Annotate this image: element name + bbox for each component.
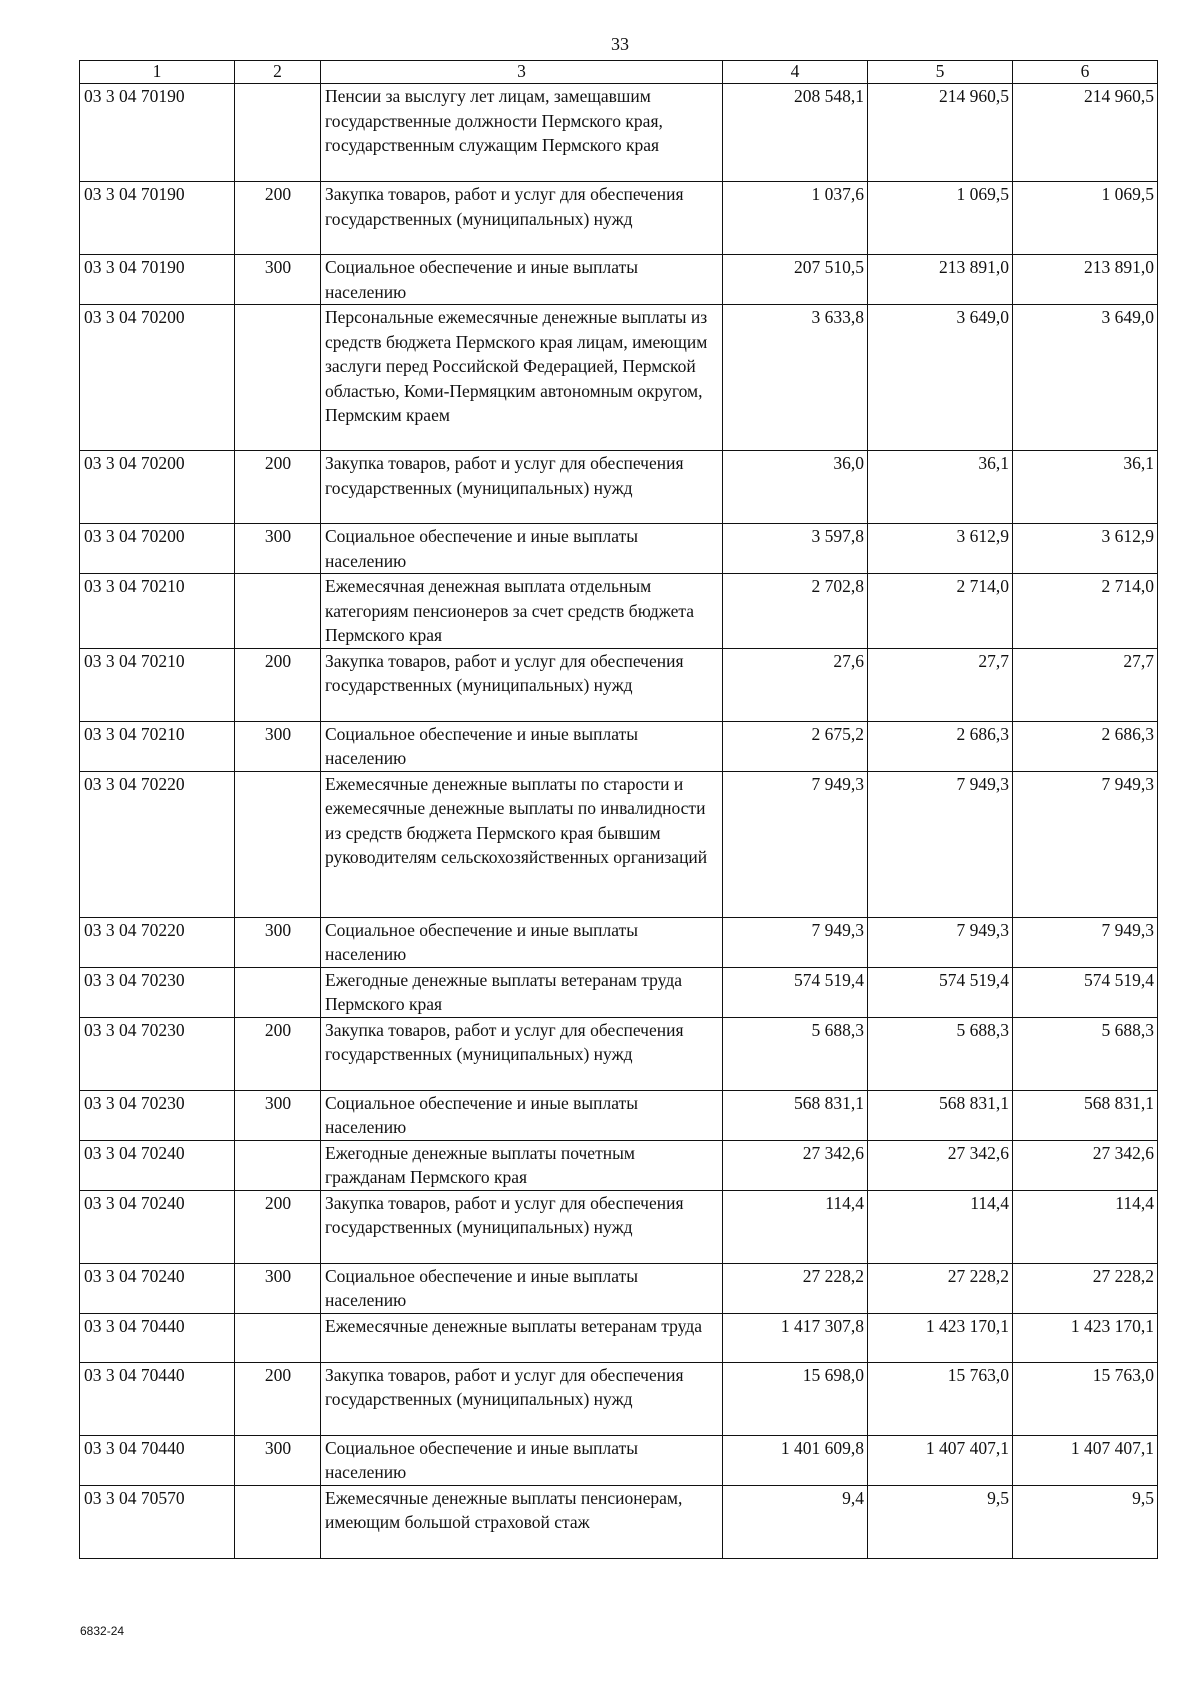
code-cell: 03 3 04 70230 <box>80 1090 235 1140</box>
name-cell: Пенсии за выслугу лет лицам, замещавшим государственные должности Пермского края, государственным служащим Пермского края <box>321 84 723 182</box>
value-col5-cell: 1 407 407,1 <box>868 1435 1013 1485</box>
value-col6-cell: 2 686,3 <box>1013 721 1158 771</box>
value-col4-cell: 574 519,4 <box>723 967 868 1017</box>
value-col5-cell: 7 949,3 <box>868 771 1013 917</box>
code-cell: 03 3 04 70190 <box>80 182 235 255</box>
type-cell <box>235 771 321 917</box>
value-col6-cell: 7 949,3 <box>1013 917 1158 967</box>
type-cell: 300 <box>235 524 321 574</box>
name-cell: Ежемесячные денежные выплаты по старости и ежемесячные денежные выплаты по инвалидности из средств бюджета Пермского края бывшим руководителям сельскохозяйственных организаций <box>321 771 723 917</box>
name-cell: Социальное обеспечение и иные выплаты населению <box>321 1435 723 1485</box>
column-header: 5 <box>868 61 1013 84</box>
name-cell: Персональные ежемесячные денежные выплаты из средств бюджета Пермского края лицам, имеющим заслуги перед Российской Федерацией, Пермской областью, Коми-Пермяцким автономным округом, Пермским краем <box>321 305 723 451</box>
value-col4-cell: 3 597,8 <box>723 524 868 574</box>
type-cell <box>235 967 321 1017</box>
value-col4-cell: 27 228,2 <box>723 1263 868 1313</box>
value-col4-cell: 114,4 <box>723 1190 868 1263</box>
name-cell: Социальное обеспечение и иные выплаты населению <box>321 1090 723 1140</box>
value-col5-cell: 213 891,0 <box>868 255 1013 305</box>
code-cell: 03 3 04 70440 <box>80 1435 235 1485</box>
code-cell: 03 3 04 70210 <box>80 648 235 721</box>
value-col6-cell: 5 688,3 <box>1013 1017 1158 1090</box>
value-col5-cell: 114,4 <box>868 1190 1013 1263</box>
name-cell: Социальное обеспечение и иные выплаты населению <box>321 721 723 771</box>
column-header: 4 <box>723 61 868 84</box>
value-col4-cell: 5 688,3 <box>723 1017 868 1090</box>
value-col4-cell: 9,4 <box>723 1485 868 1558</box>
type-cell: 200 <box>235 1190 321 1263</box>
name-cell: Закупка товаров, работ и услуг для обеспечения государственных (муниципальных) нужд <box>321 648 723 721</box>
table-body <box>80 84 1158 1559</box>
code-cell: 03 3 04 70570 <box>80 1485 235 1558</box>
type-cell: 300 <box>235 721 321 771</box>
value-col6-cell: 3 649,0 <box>1013 305 1158 451</box>
value-col5-cell: 3 649,0 <box>868 305 1013 451</box>
value-col4-cell: 2 702,8 <box>723 574 868 649</box>
value-col5-cell: 7 949,3 <box>868 917 1013 967</box>
code-cell: 03 3 04 70230 <box>80 1017 235 1090</box>
value-col6-cell: 2 714,0 <box>1013 574 1158 649</box>
value-col5-cell: 5 688,3 <box>868 1017 1013 1090</box>
value-col5-cell: 27 228,2 <box>868 1263 1013 1313</box>
name-cell: Закупка товаров, работ и услуг для обеспечения государственных (муниципальных) нужд <box>321 1190 723 1263</box>
table-row <box>80 917 1158 967</box>
table-row <box>80 771 1158 917</box>
table-row <box>80 524 1158 574</box>
value-col4-cell: 7 949,3 <box>723 917 868 967</box>
page-number: 33 <box>611 34 629 54</box>
value-col6-cell: 1 407 407,1 <box>1013 1435 1158 1485</box>
table-row <box>80 255 1158 305</box>
type-cell <box>235 1140 321 1190</box>
value-col6-cell: 1 423 170,1 <box>1013 1313 1158 1362</box>
value-col5-cell: 15 763,0 <box>868 1362 1013 1435</box>
type-cell: 300 <box>235 1090 321 1140</box>
name-cell: Социальное обеспечение и иные выплаты населению <box>321 524 723 574</box>
type-cell: 200 <box>235 182 321 255</box>
value-col6-cell: 1 069,5 <box>1013 182 1158 255</box>
value-col6-cell: 214 960,5 <box>1013 84 1158 182</box>
table-row <box>80 1485 1158 1558</box>
name-cell: Закупка товаров, работ и услуг для обеспечения государственных (муниципальных) нужд <box>321 1362 723 1435</box>
table-row <box>80 182 1158 255</box>
value-col5-cell: 27 342,6 <box>868 1140 1013 1190</box>
code-cell: 03 3 04 70240 <box>80 1263 235 1313</box>
name-cell: Ежемесячные денежные выплаты пенсионерам, имеющим большой страховой стаж <box>321 1485 723 1558</box>
code-cell: 03 3 04 70230 <box>80 967 235 1017</box>
name-cell: Закупка товаров, работ и услуг для обеспечения государственных (муниципальных) нужд <box>321 1017 723 1090</box>
type-cell: 300 <box>235 1435 321 1485</box>
name-cell: Социальное обеспечение и иные выплаты населению <box>321 1263 723 1313</box>
value-col5-cell: 568 831,1 <box>868 1090 1013 1140</box>
value-col5-cell: 574 519,4 <box>868 967 1013 1017</box>
value-col5-cell: 36,1 <box>868 451 1013 524</box>
value-col6-cell: 114,4 <box>1013 1190 1158 1263</box>
table-row <box>80 1435 1158 1485</box>
type-cell: 200 <box>235 648 321 721</box>
type-cell: 200 <box>235 1362 321 1435</box>
value-col6-cell: 213 891,0 <box>1013 255 1158 305</box>
code-cell: 03 3 04 70210 <box>80 721 235 771</box>
budget-table <box>79 60 1158 1559</box>
table-row <box>80 305 1158 451</box>
name-cell: Ежемесячные денежные выплаты ветеранам труда <box>321 1313 723 1362</box>
value-col5-cell: 2 714,0 <box>868 574 1013 649</box>
name-cell: Ежегодные денежные выплаты почетным гражданам Пермского края <box>321 1140 723 1190</box>
value-col4-cell: 27,6 <box>723 648 868 721</box>
code-cell: 03 3 04 70200 <box>80 451 235 524</box>
value-col4-cell: 568 831,1 <box>723 1090 868 1140</box>
value-col4-cell: 208 548,1 <box>723 84 868 182</box>
value-col5-cell: 27,7 <box>868 648 1013 721</box>
table-row <box>80 1140 1158 1190</box>
column-header: 1 <box>80 61 235 84</box>
code-cell: 03 3 04 70190 <box>80 84 235 182</box>
value-col6-cell: 27,7 <box>1013 648 1158 721</box>
value-col4-cell: 2 675,2 <box>723 721 868 771</box>
table-row <box>80 1263 1158 1313</box>
value-col5-cell: 1 423 170,1 <box>868 1313 1013 1362</box>
value-col4-cell: 1 401 609,8 <box>723 1435 868 1485</box>
type-cell: 300 <box>235 1263 321 1313</box>
value-col6-cell: 27 228,2 <box>1013 1263 1158 1313</box>
table-row <box>80 721 1158 771</box>
table-row <box>80 574 1158 649</box>
type-cell: 300 <box>235 917 321 967</box>
value-col6-cell: 9,5 <box>1013 1485 1158 1558</box>
table-row <box>80 1362 1158 1435</box>
name-cell: Закупка товаров, работ и услуг для обеспечения государственных (муниципальных) нужд <box>321 451 723 524</box>
table-row <box>80 1313 1158 1362</box>
type-cell: 200 <box>235 451 321 524</box>
code-cell: 03 3 04 70200 <box>80 524 235 574</box>
value-col4-cell: 27 342,6 <box>723 1140 868 1190</box>
value-col6-cell: 36,1 <box>1013 451 1158 524</box>
document-code: 6832-24 <box>80 1624 125 1638</box>
value-col5-cell: 1 069,5 <box>868 182 1013 255</box>
value-col6-cell: 574 519,4 <box>1013 967 1158 1017</box>
value-col6-cell: 3 612,9 <box>1013 524 1158 574</box>
type-cell <box>235 1313 321 1362</box>
name-cell: Социальное обеспечение и иные выплаты населению <box>321 255 723 305</box>
table-row <box>80 1017 1158 1090</box>
table-row <box>80 1090 1158 1140</box>
value-col5-cell: 214 960,5 <box>868 84 1013 182</box>
code-cell: 03 3 04 70240 <box>80 1140 235 1190</box>
code-cell: 03 3 04 70190 <box>80 255 235 305</box>
value-col4-cell: 36,0 <box>723 451 868 524</box>
value-col4-cell: 3 633,8 <box>723 305 868 451</box>
name-cell: Социальное обеспечение и иные выплаты населению <box>321 917 723 967</box>
type-cell <box>235 1485 321 1558</box>
value-col5-cell: 2 686,3 <box>868 721 1013 771</box>
value-col6-cell: 15 763,0 <box>1013 1362 1158 1435</box>
value-col4-cell: 1 037,6 <box>723 182 868 255</box>
value-col5-cell: 3 612,9 <box>868 524 1013 574</box>
code-cell: 03 3 04 70440 <box>80 1362 235 1435</box>
value-col4-cell: 1 417 307,8 <box>723 1313 868 1362</box>
value-col4-cell: 7 949,3 <box>723 771 868 917</box>
table-row <box>80 967 1158 1017</box>
name-cell: Закупка товаров, работ и услуг для обеспечения государственных (муниципальных) нужд <box>321 182 723 255</box>
type-cell <box>235 84 321 182</box>
table-header-row <box>80 61 1158 84</box>
type-cell: 300 <box>235 255 321 305</box>
type-cell <box>235 574 321 649</box>
code-cell: 03 3 04 70200 <box>80 305 235 451</box>
value-col4-cell: 15 698,0 <box>723 1362 868 1435</box>
value-col5-cell: 9,5 <box>868 1485 1013 1558</box>
code-cell: 03 3 04 70210 <box>80 574 235 649</box>
value-col4-cell: 207 510,5 <box>723 255 868 305</box>
value-col6-cell: 7 949,3 <box>1013 771 1158 917</box>
column-header: 3 <box>321 61 723 84</box>
table-row <box>80 648 1158 721</box>
column-header: 6 <box>1013 61 1158 84</box>
type-cell: 200 <box>235 1017 321 1090</box>
value-col6-cell: 568 831,1 <box>1013 1090 1158 1140</box>
table-row <box>80 84 1158 182</box>
value-col6-cell: 27 342,6 <box>1013 1140 1158 1190</box>
table-row <box>80 1190 1158 1263</box>
code-cell: 03 3 04 70240 <box>80 1190 235 1263</box>
type-cell <box>235 305 321 451</box>
code-cell: 03 3 04 70440 <box>80 1313 235 1362</box>
table-row <box>80 451 1158 524</box>
name-cell: Ежегодные денежные выплаты ветеранам труда Пермского края <box>321 967 723 1017</box>
column-header: 2 <box>235 61 321 84</box>
name-cell: Ежемесячная денежная выплата отдельным категориям пенсионеров за счет средств бюджета Пермского края <box>321 574 723 649</box>
code-cell: 03 3 04 70220 <box>80 771 235 917</box>
code-cell: 03 3 04 70220 <box>80 917 235 967</box>
